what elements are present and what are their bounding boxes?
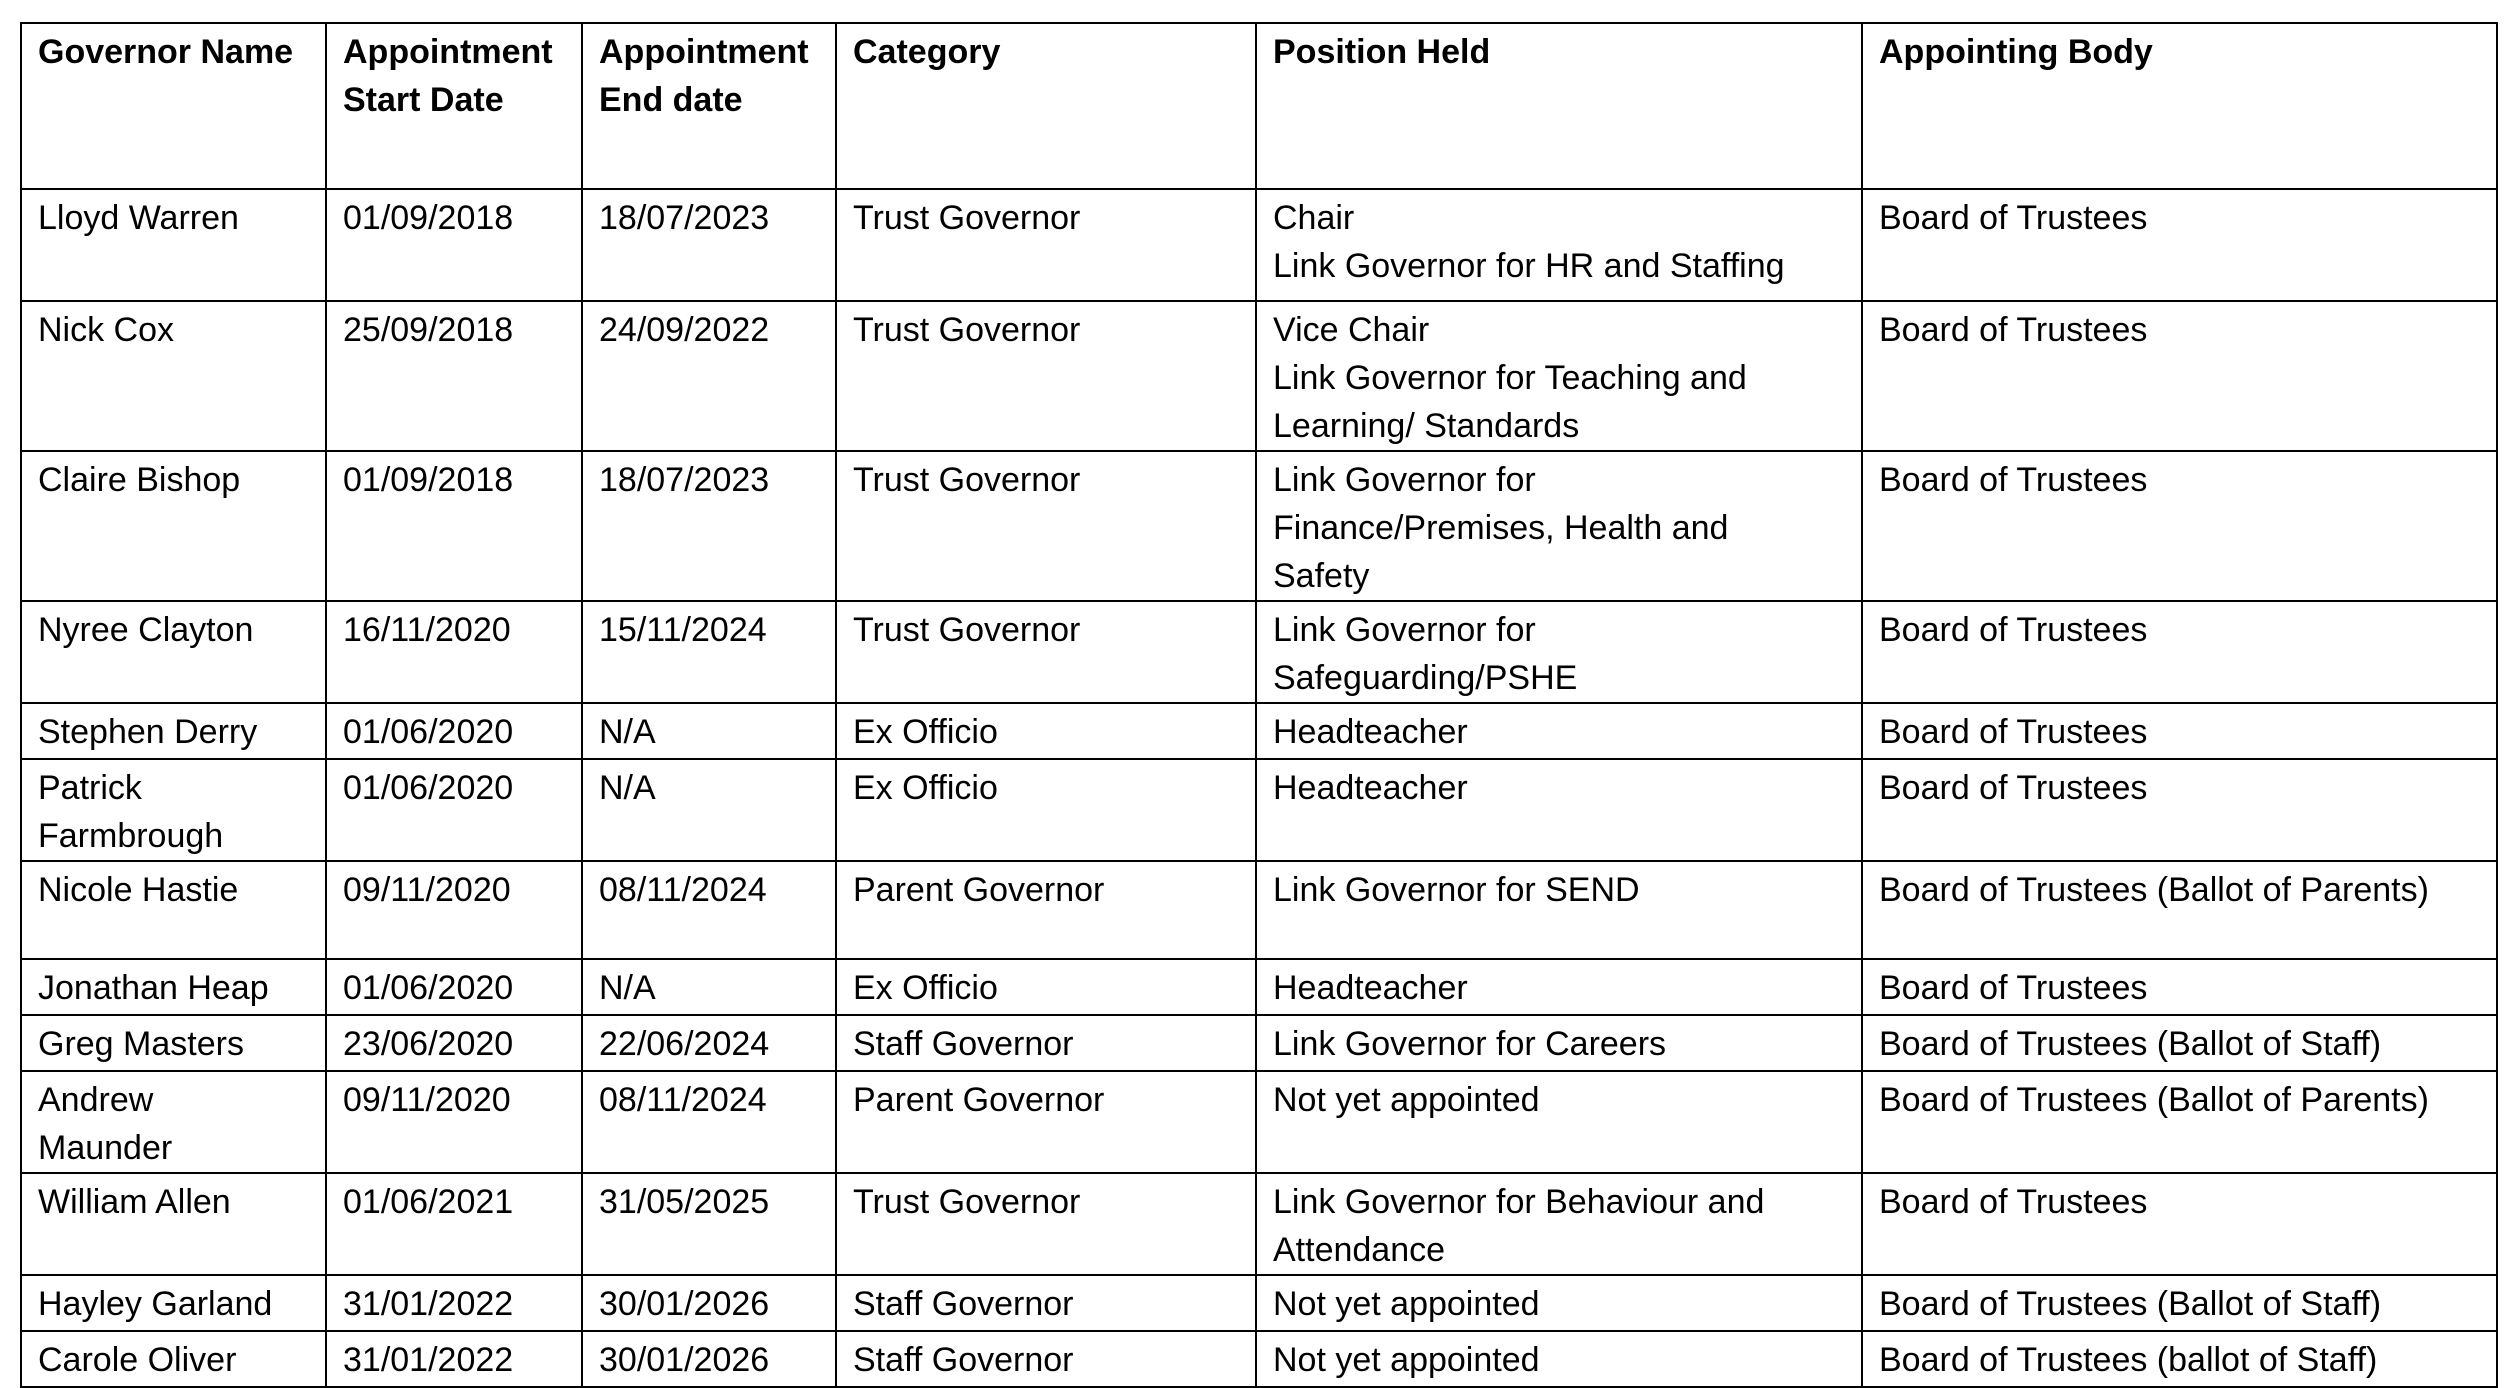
start-date-cell: 01/06/2020: [326, 703, 582, 759]
appointing-body-cell: Board of Trustees: [1862, 601, 2497, 703]
end-date-cell: 18/07/2023: [582, 189, 836, 301]
position-held-cell: Headteacher: [1256, 759, 1862, 861]
appointing-body-cell: Board of Trustees (Ballot of Staff): [1862, 1015, 2497, 1071]
table-row: [21, 861, 2497, 959]
position-held-cell: Not yet appointed: [1256, 1275, 1862, 1331]
appointing-body-cell: Board of Trustees: [1862, 451, 2497, 601]
category-cell: Ex Officio: [836, 703, 1256, 759]
category-cell: Trust Governor: [836, 601, 1256, 703]
governor-name-cell: Stephen Derry: [21, 703, 326, 759]
table-row: [21, 1015, 2497, 1071]
table-row: [21, 601, 2497, 703]
governor-name-cell: Andrew Maunder: [21, 1071, 326, 1173]
end-date-cell: N/A: [582, 759, 836, 861]
position-held-cell: Headteacher: [1256, 703, 1862, 759]
appointing-body-cell: Board of Trustees (Ballot of Staff): [1862, 1275, 2497, 1331]
category-cell: Staff Governor: [836, 1015, 1256, 1071]
start-date-cell: 01/09/2018: [326, 451, 582, 601]
governor-name-cell: Greg Masters: [21, 1015, 326, 1071]
governors-table: [20, 22, 2498, 1388]
category-cell: Staff Governor: [836, 1275, 1256, 1331]
end-date-cell: 24/09/2022: [582, 301, 836, 451]
header-category: Category: [836, 23, 1256, 189]
governor-name-cell: Nicole Hastie: [21, 861, 326, 959]
category-cell: Trust Governor: [836, 189, 1256, 301]
start-date-cell: 09/11/2020: [326, 861, 582, 959]
start-date-cell: 01/06/2020: [326, 759, 582, 861]
governor-name-cell: Nyree Clayton: [21, 601, 326, 703]
position-held-cell: Not yet appointed: [1256, 1331, 1862, 1387]
header-row: [21, 23, 2497, 189]
category-cell: Parent Governor: [836, 861, 1256, 959]
governor-name-cell: Claire Bishop: [21, 451, 326, 601]
end-date-cell: 08/11/2024: [582, 861, 836, 959]
header-position-held: Position Held: [1256, 23, 1862, 189]
position-held-cell: Vice Chair Link Governor for Teaching and Learning/ Standards: [1256, 301, 1862, 451]
start-date-cell: 16/11/2020: [326, 601, 582, 703]
table-row: [21, 703, 2497, 759]
appointing-body-cell: Board of Trustees: [1862, 189, 2497, 301]
start-date-cell: 01/09/2018: [326, 189, 582, 301]
start-date-cell: 31/01/2022: [326, 1275, 582, 1331]
end-date-cell: 22/06/2024: [582, 1015, 836, 1071]
governor-name-cell: William Allen: [21, 1173, 326, 1275]
end-date-cell: 15/11/2024: [582, 601, 836, 703]
position-held-cell: Not yet appointed: [1256, 1071, 1862, 1173]
end-date-cell: 18/07/2023: [582, 451, 836, 601]
start-date-cell: 01/06/2020: [326, 959, 582, 1015]
position-held-cell: Chair Link Governor for HR and Staffing: [1256, 189, 1862, 301]
category-cell: Parent Governor: [836, 1071, 1256, 1173]
end-date-cell: 31/05/2025: [582, 1173, 836, 1275]
end-date-cell: N/A: [582, 959, 836, 1015]
table-row: [21, 451, 2497, 601]
category-cell: Ex Officio: [836, 759, 1256, 861]
governor-name-cell: Carole Oliver: [21, 1331, 326, 1387]
category-cell: Staff Governor: [836, 1331, 1256, 1387]
category-cell: Trust Governor: [836, 1173, 1256, 1275]
appointing-body-cell: Board of Trustees (Ballot of Parents): [1862, 1071, 2497, 1173]
start-date-cell: 09/11/2020: [326, 1071, 582, 1173]
governor-name-cell: Nick Cox: [21, 301, 326, 451]
appointing-body-cell: Board of Trustees: [1862, 1173, 2497, 1275]
table-row: [21, 1173, 2497, 1275]
start-date-cell: 01/06/2021: [326, 1173, 582, 1275]
appointing-body-cell: Board of Trustees: [1862, 759, 2497, 861]
governor-name-cell: Jonathan Heap: [21, 959, 326, 1015]
appointing-body-cell: Board of Trustees: [1862, 959, 2497, 1015]
table-row: [21, 1275, 2497, 1331]
header-governor-name: Governor Name: [21, 23, 326, 189]
governor-name-cell: Hayley Garland: [21, 1275, 326, 1331]
start-date-cell: 23/06/2020: [326, 1015, 582, 1071]
table-row: [21, 959, 2497, 1015]
table-row: [21, 1331, 2497, 1387]
category-cell: Trust Governor: [836, 301, 1256, 451]
start-date-cell: 31/01/2022: [326, 1331, 582, 1387]
governor-name-cell: Patrick Farmbrough: [21, 759, 326, 861]
end-date-cell: N/A: [582, 703, 836, 759]
category-cell: Ex Officio: [836, 959, 1256, 1015]
position-held-cell: Headteacher: [1256, 959, 1862, 1015]
category-cell: Trust Governor: [836, 451, 1256, 601]
table-row: [21, 759, 2497, 861]
appointing-body-cell: Board of Trustees: [1862, 301, 2497, 451]
position-held-cell: Link Governor for Safeguarding/PSHE: [1256, 601, 1862, 703]
table-row: [21, 1071, 2497, 1173]
end-date-cell: 08/11/2024: [582, 1071, 836, 1173]
end-date-cell: 30/01/2026: [582, 1275, 836, 1331]
header-appointment-start-date: Appointment Start Date: [326, 23, 582, 189]
appointing-body-cell: Board of Trustees (ballot of Staff): [1862, 1331, 2497, 1387]
table-row: [21, 301, 2497, 451]
governor-name-cell: Lloyd Warren: [21, 189, 326, 301]
table-row: [21, 189, 2497, 301]
header-appointing-body: Appointing Body: [1862, 23, 2497, 189]
position-held-cell: Link Governor for SEND: [1256, 861, 1862, 959]
appointing-body-cell: Board of Trustees: [1862, 703, 2497, 759]
position-held-cell: Link Governor for Behaviour and Attendance: [1256, 1173, 1862, 1275]
header-appointment-end-date: Appointment End date: [582, 23, 836, 189]
position-held-cell: Link Governor for Careers: [1256, 1015, 1862, 1071]
position-held-cell: Link Governor for Finance/Premises, Health and Safety: [1256, 451, 1862, 601]
end-date-cell: 30/01/2026: [582, 1331, 836, 1387]
appointing-body-cell: Board of Trustees (Ballot of Parents): [1862, 861, 2497, 959]
start-date-cell: 25/09/2018: [326, 301, 582, 451]
